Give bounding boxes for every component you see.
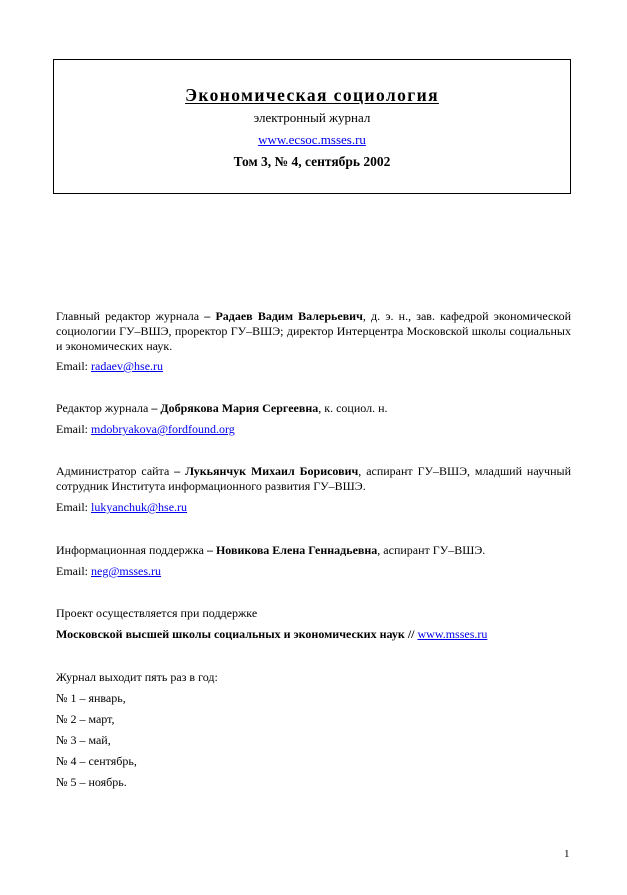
editor-email-link[interactable]: mdobryakova@fordfound.org <box>91 422 235 436</box>
editor-role: Редактор журнала <box>56 401 149 415</box>
editor-in-chief-email-line <box>56 359 571 374</box>
journal-subtitle: электронный журнал <box>253 110 371 125</box>
journal-header-box <box>53 59 571 194</box>
schedule-item: № 1 – январь, <box>56 691 126 705</box>
journal-issue: Том 3, № 4, сентябрь 2002 <box>233 154 391 169</box>
page-number: 1 <box>564 848 570 860</box>
administrator-paragraph <box>56 464 571 494</box>
editor-in-chief-paragraph <box>56 309 571 354</box>
editor-details: , к. социол. н. <box>318 401 388 415</box>
info-support-paragraph <box>56 543 571 558</box>
editor-in-chief-details: , д. э. н., зав. кафедрой экономической социологии ГУ–ВШЭ, проректор ГУ–ВШЭ; директор Интерцентра Московской школы социальных и экономических наук. <box>56 309 571 353</box>
administrator-details: , аспирант ГУ–ВШЭ, младший научный сотрудник Института информационного развития ГУ–ВШЭ. <box>56 464 571 493</box>
editor-email-line <box>56 422 571 437</box>
email-label: Email: <box>56 359 91 373</box>
schedule-item: № 5 – ноябрь. <box>56 775 127 789</box>
info-support-dash: – <box>203 543 216 557</box>
schedule-intro: Журнал выходит пять раз в год: <box>56 670 218 684</box>
info-support-email-line <box>56 564 571 579</box>
editor-paragraph <box>56 401 571 416</box>
editor-in-chief-role: Главный редактор журнала <box>56 309 200 323</box>
support-intro: Проект осуществляется при поддержке <box>56 606 258 620</box>
info-support-name: Новикова Елена Геннадьевна <box>215 543 378 557</box>
administrator-email-line <box>56 500 571 515</box>
editor-in-chief-dash: – <box>199 309 216 323</box>
email-label: Email: <box>56 564 91 578</box>
administrator-name: Лукьянчук Михаил Борисович <box>185 464 359 478</box>
support-url-link[interactable]: www.msses.ru <box>417 627 488 641</box>
schedule-item: № 4 – сентябрь, <box>56 754 137 768</box>
administrator-dash: – <box>169 464 186 478</box>
email-label: Email: <box>56 422 91 436</box>
editor-in-chief-name: Радаев Вадим Валерьевич <box>215 309 363 323</box>
info-support-email-link[interactable]: neg@msses.ru <box>91 564 162 578</box>
journal-title: Экономическая социология <box>185 85 439 105</box>
info-support-details: , аспирант ГУ–ВШЭ. <box>377 543 486 557</box>
support-org-line <box>56 627 571 642</box>
journal-url-link[interactable]: www.ecsoc.msses.ru <box>258 132 366 147</box>
schedule-item: № 3 – май, <box>56 733 111 747</box>
email-label: Email: <box>56 500 91 514</box>
administrator-email-link[interactable]: lukyanchuk@hse.ru <box>91 500 188 514</box>
schedule-item: № 2 – март, <box>56 712 115 726</box>
editor-in-chief-email-link[interactable]: radaev@hse.ru <box>91 359 164 373</box>
administrator-role: Администратор сайта <box>56 464 170 478</box>
info-support-role: Информационная поддержка <box>56 543 204 557</box>
support-org-name: Московской высшей школы социальных и экономических наук // <box>56 627 415 641</box>
editor-dash: – <box>148 401 161 415</box>
editor-name: Добрякова Мария Сергеевна <box>160 401 319 415</box>
